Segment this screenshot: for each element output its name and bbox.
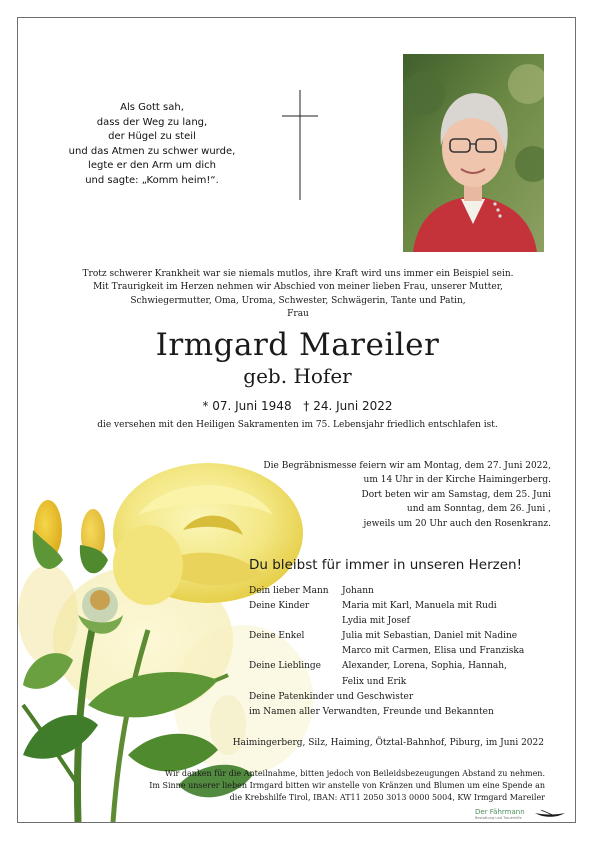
motto-heading: Du bleibst für immer in unseren Herzen! bbox=[249, 557, 522, 573]
mourner-names: Marco mit Carmen, Elisa und Franziska bbox=[342, 646, 525, 657]
logo-tagline: Bestattung und Trauerhilfe bbox=[475, 816, 522, 820]
portrait-photo bbox=[403, 54, 544, 252]
logo-name: Der Fährmann bbox=[475, 808, 525, 816]
maiden-name: geb. Hofer bbox=[243, 364, 352, 388]
poem-line: und das Atmen zu schwer wurde, bbox=[68, 145, 236, 157]
poem-line: legte er den Arm um dich bbox=[88, 160, 216, 171]
mourner-row bbox=[249, 629, 569, 659]
place-date: Haimingerberg, Silz, Haiming, Ötztal-Bahnhof, Piburg, im Juni 2022 bbox=[232, 738, 544, 748]
life-dates bbox=[0, 398, 595, 414]
poem-line: und sagte: „Komm heim!“. bbox=[85, 174, 219, 186]
intro-line: Trotz schwerer Krankheit war sie niemals mutlos, ihre Kraft wird uns immer ein Beispiel sein. bbox=[82, 269, 514, 279]
mourner-role: Deine Enkel bbox=[249, 631, 305, 642]
funeral-info bbox=[211, 459, 551, 531]
poem bbox=[52, 101, 252, 188]
death-date: † 24. Juni 2022 bbox=[303, 399, 393, 413]
poem-line: der Hügel zu steil bbox=[108, 131, 196, 142]
mourner-names: Johann bbox=[342, 586, 374, 596]
cross-icon bbox=[282, 90, 318, 200]
mourner-names: Lydia mit Josef bbox=[342, 616, 410, 627]
thanks-line: die Krebshilfe Tirol, IBAN: AT11 2050 3013 0000 5004, KW Irmgard Mareiler bbox=[229, 792, 545, 802]
poem-line: Als Gott sah, bbox=[120, 102, 184, 113]
undertaker-logo bbox=[475, 808, 570, 824]
boat-icon bbox=[533, 810, 567, 820]
poem-line: dass der Weg zu lang, bbox=[96, 116, 208, 128]
mourner-names: Alexander, Lorena, Sophia, Hannah, bbox=[342, 661, 507, 672]
mourner-row bbox=[249, 599, 569, 629]
thanks-note bbox=[75, 768, 545, 803]
intro-line: Frau bbox=[287, 308, 309, 319]
sacraments-text: die versehen mit den Heiligen Sakramenten im 75. Lebensjahr friedlich entschlafen ist. bbox=[97, 420, 498, 430]
funeral-line: um 14 Uhr in der Kirche Haimingerberg. bbox=[363, 475, 551, 486]
mourner-names: Felix und Erik bbox=[342, 676, 407, 687]
mourner-row bbox=[249, 584, 569, 599]
mourner-names: Julia mit Sebastian, Daniel mit Nadine bbox=[342, 631, 518, 642]
funeral-line: Dort beten wir am Samstag, dem 25. Juni bbox=[361, 489, 551, 500]
mourner-role: Deine Kinder bbox=[249, 601, 310, 612]
intro-text bbox=[28, 268, 568, 321]
mourner-names: Maria mit Karl, Manuela mit Rudi bbox=[342, 601, 497, 612]
mourner-role: Deine Lieblinge bbox=[249, 661, 321, 672]
deceased-name: Irmgard Mareiler bbox=[155, 327, 440, 363]
thanks-line: Im Sinne unserer lieben Irmgard bitten wir anstelle von Kränzen und Blumen um eine Spende an bbox=[149, 780, 545, 790]
intro-line: Schwiegermutter, Oma, Uroma, Schwester, Schwägerin, Tante und Patin, bbox=[130, 295, 466, 306]
mourners-list bbox=[249, 584, 569, 720]
thanks-line: Wir danken für die Anteilnahme, bitten jedoch von Beileidsbezeugungen Abstand zu nehmen. bbox=[164, 769, 545, 778]
relatives-line: im Namen aller Verwandten, Freunde und Bekannten bbox=[249, 706, 494, 717]
intro-line: Mit Traurigkeit im Herzen nehmen wir Abschied von meiner lieben Frau, unserer Mutter, bbox=[93, 282, 503, 293]
mourner-row bbox=[249, 659, 569, 689]
funeral-line: und am Sonntag, dem 26. Juni , bbox=[406, 504, 551, 515]
funeral-line: jeweils um 20 Uhr auch den Rosenkranz. bbox=[363, 518, 551, 529]
funeral-line: Die Begräbnismesse feiern wir am Montag, dem 27. Juni 2022, bbox=[263, 461, 551, 471]
godchildren-line: Deine Patenkinder und Geschwister bbox=[249, 691, 414, 702]
birth-date: * 07. Juni 1948 bbox=[202, 399, 292, 413]
mourner-role: Dein lieber Mann bbox=[249, 586, 329, 596]
